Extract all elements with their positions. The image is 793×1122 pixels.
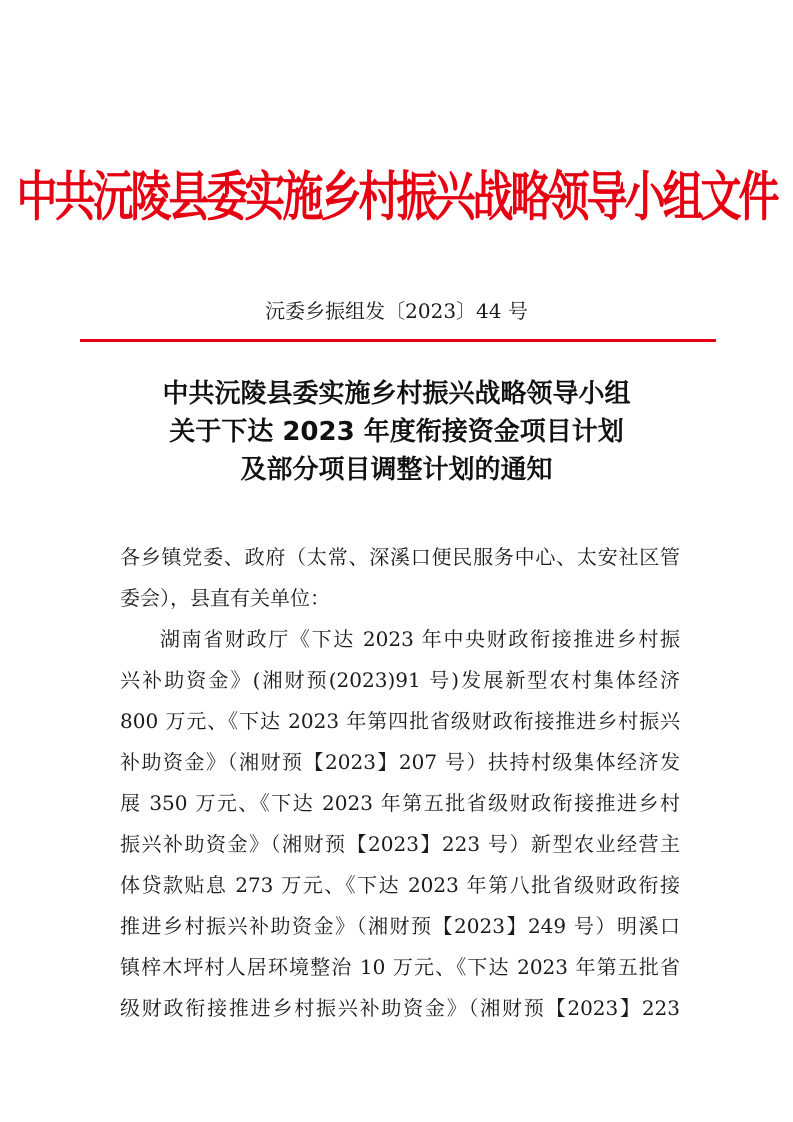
red-divider-line bbox=[80, 339, 716, 342]
body-line: 振兴补助资金》（湘财预【2023】223 号）新型农业经营主 bbox=[120, 832, 680, 856]
body-line: 湖南省财政厅《下达 2023 年中央财政衔接推进乡村振 bbox=[160, 627, 680, 651]
body-line: 体贷款贴息 273 万元、《下达 2023 年第八批省级财政衔接 bbox=[120, 873, 680, 897]
document-title bbox=[0, 375, 793, 489]
body-line: 兴补助资金》(湘财预(2023)91 号)发展新型农村集体经济 bbox=[120, 668, 680, 692]
body-line: 推进乡村振兴补助资金》（湘财预【2023】249 号）明溪口 bbox=[120, 914, 680, 938]
body-line: 补助资金》（湘财预【2023】207 号）扶持村级集体经济发 bbox=[120, 750, 680, 774]
body-line: 级财政衔接推进乡村振兴补助资金》（湘财预【2023】223 bbox=[120, 996, 680, 1020]
body-line: 镇梓木坪村人居环境整治 10 万元、《下达 2023 年第五批省 bbox=[120, 955, 680, 979]
title-line: 及部分项目调整计划的通知 bbox=[240, 455, 553, 485]
addressee-line: 各乡镇党委、政府（太常、深溪口便民服务中心、太安社区管 bbox=[120, 545, 680, 569]
title-line: 中共沅陵县委实施乡村振兴战略领导小组 bbox=[162, 379, 631, 409]
body-line: 展 350 万元、《下达 2023 年第五批省级财政衔接推进乡村 bbox=[120, 791, 680, 815]
document-masthead: 中共沅陵县委实施乡村振兴战略领导小组文件 bbox=[16, 165, 777, 229]
document-body bbox=[120, 537, 680, 1029]
addressee-line: 委会），县直有关单位： bbox=[120, 586, 330, 610]
body-line: 800 万元、《下达 2023 年第四批省级财政衔接推进乡村振兴 bbox=[120, 709, 680, 733]
title-line: 关于下达 2023 年度衔接资金项目计划 bbox=[169, 417, 624, 447]
document-number: 沅委乡振组发〔2023〕44 号 bbox=[265, 299, 528, 323]
